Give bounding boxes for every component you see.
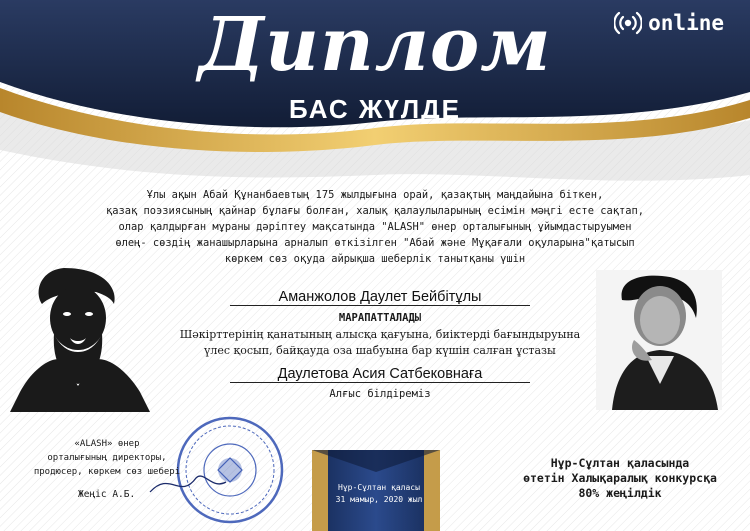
teacher-name: Даулетова Асия Сатбековнаға xyxy=(277,366,483,382)
intro-line: қазақ поэзиясының қайнар бұлағы болған, халық қалаулыларының есімін мәңгі есте сақтап, xyxy=(106,205,644,217)
director-name: Жеңіс А.Б. xyxy=(78,489,136,500)
teacher-text xyxy=(150,327,610,359)
online-label: online xyxy=(648,11,724,35)
winner-name-block xyxy=(230,289,530,306)
director-line: «ALASH» өнер xyxy=(74,439,140,449)
intro-line: өлең- сөздің жанашырларына арналып өткізілген "Абай және Мұқағали оқуларына"қатысып xyxy=(115,237,635,249)
director-line: орталығының директоры, xyxy=(47,453,167,463)
teacher-line: Шәкірттерінің қанатының алысқа қағуына, биіктерді бағындыруына xyxy=(179,328,581,341)
diploma-title: Диплом xyxy=(198,2,552,88)
contest-discount xyxy=(500,456,740,501)
mukagali-portrait xyxy=(596,270,722,410)
ribbon-city: Нұр-Сұлтан қаласы xyxy=(338,483,420,492)
ribbon-text xyxy=(318,482,440,506)
teacher-line: үлес қосып, байқауда оза шабуына бар күшін салған ұстазы xyxy=(204,344,556,357)
intro-line: көркем сөз оқуда айрықша шеберлік танытқаны үшін xyxy=(224,253,526,265)
contest-line: 80% жеңілдік xyxy=(578,486,662,500)
teacher-underline xyxy=(230,382,530,383)
director-title xyxy=(22,437,192,479)
online-badge xyxy=(614,9,724,37)
broadcast-icon xyxy=(614,9,642,37)
diploma-subtitle: БАС ЖҮЛДЕ xyxy=(289,94,461,124)
awarded-label: МАРАПАТТАЛАДЫ xyxy=(338,312,422,324)
intro-text xyxy=(60,187,690,267)
winner-name: Аманжолов Даулет Бейбітұлы xyxy=(278,289,482,305)
contest-line: Нұр-Сұлтан қаласында xyxy=(550,456,690,470)
winner-underline xyxy=(230,305,530,306)
thanks-label: Алғыс білдіреміз xyxy=(329,388,431,400)
intro-line: Ұлы ақын Абай Құнанбаевтың 175 жылдығына орай, қазақтың маңдайына біткен, xyxy=(146,189,604,201)
contest-line: өтетін Халықаралық конкурсқа xyxy=(523,471,717,485)
ribbon-date: 31 мамыр, 2020 жыл xyxy=(335,495,423,504)
teacher-name-block xyxy=(230,366,530,383)
director-line: продюсер, көркем сөз шебері xyxy=(33,467,181,477)
intro-line: олар қалдырған мұраны дәріптеу мақсатында "ALASH" өнер орталығының ұйымдастыруымен xyxy=(118,221,632,233)
